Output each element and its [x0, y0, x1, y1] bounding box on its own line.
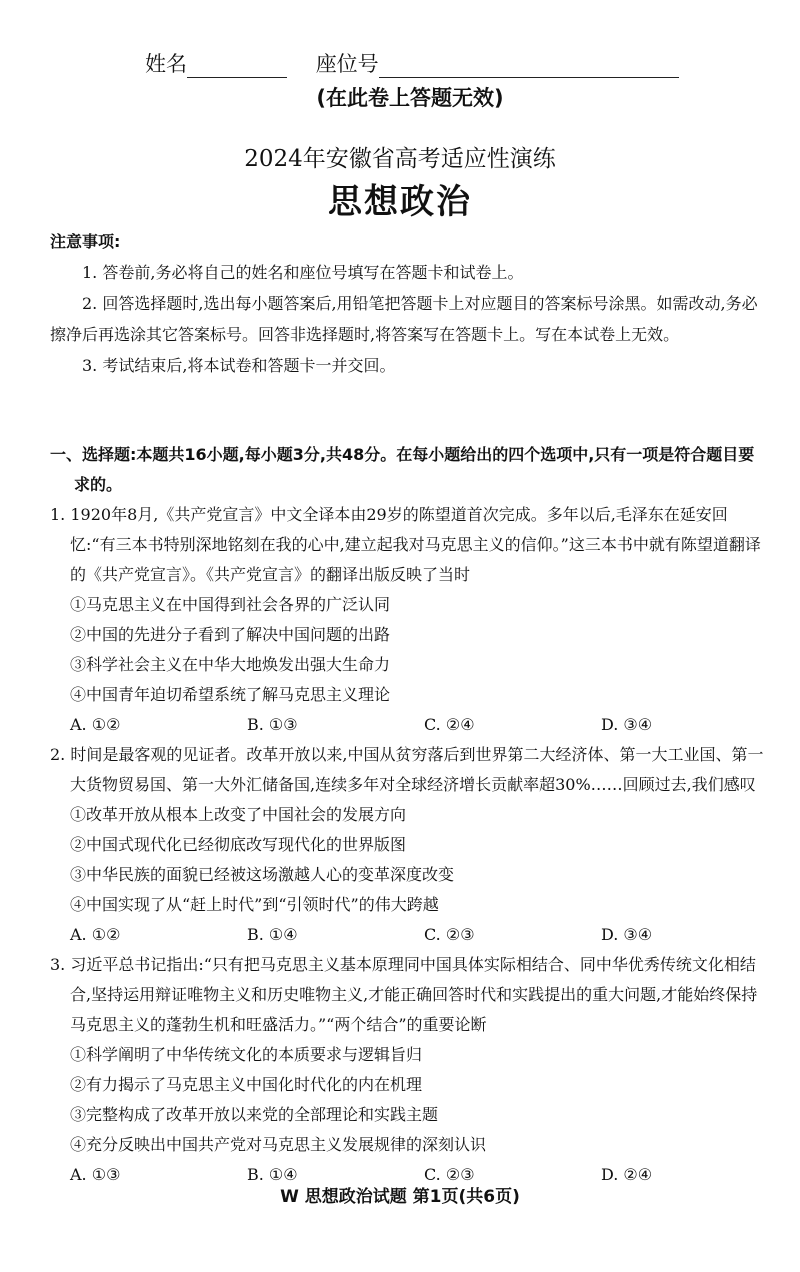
statement: ②有力揭示了马克思主义中国化时代化的内在机理: [70, 1075, 423, 1094]
statement: ④中国实现了从“赶上时代”到“引领时代”的伟大跨越: [70, 895, 439, 914]
statement: ③完整构成了改革开放以来党的全部理论和实践主题: [70, 1105, 439, 1124]
notice-item: 1. 答卷前,务必将自己的姓名和座位号填写在答题卡和试卷上。: [82, 263, 524, 282]
option-b: B. ①④: [247, 925, 298, 944]
notice-item: 2. 回答选择题时,选出每小题答案后,用铅笔把答题卡上对应题目的答案标号涂黑。如需改动,务必擦净后再选涂其它答案标号。回答非选择题时,将答案写在答题卡上。写在本试卷上无效。: [50, 294, 758, 344]
question-2: [50, 740, 770, 950]
option-a: A. ①②: [70, 715, 121, 734]
question-1: [50, 500, 770, 740]
option-d: D. ③④: [601, 925, 653, 944]
statement: ③科学社会主义在中华大地焕发出强大生命力: [70, 655, 391, 674]
answer-options: [50, 710, 770, 740]
statement: ③中华民族的面貌已经被这场激越人心的变革深度改变: [70, 865, 455, 884]
statement: ②中国式现代化已经彻底改写现代化的世界版图: [70, 835, 407, 854]
option-d: D. ②④: [601, 1165, 653, 1184]
exam-title: 2024年安徽省高考适应性演练: [244, 146, 556, 172]
statement: ④中国青年迫切希望系统了解马克思主义理论: [70, 685, 391, 704]
subject-title: 思想政治: [328, 182, 472, 222]
option-c: C. ②③: [424, 925, 475, 944]
option-c: C. ②③: [424, 1165, 475, 1184]
candidate-fields: [145, 48, 679, 78]
notice-title: 注意事项:: [50, 232, 121, 251]
statement: ④充分反映出中国共产党对马克思主义发展规律的深刻认识: [70, 1135, 487, 1154]
option-a: A. ①③: [70, 1165, 121, 1184]
statement: ①马克思主义在中国得到社会各界的广泛认同: [70, 595, 391, 614]
option-c: C. ②④: [424, 715, 475, 734]
option-d: D. ③④: [601, 715, 653, 734]
question-stem: 2. 时间是最客观的见证者。改革开放以来,中国从贫穷落后到世界第二大经济体、第一大工业国、第一大货物贸易国、第一大外汇储备国,连续多年对全球经济增长贡献率超30%……回顾过去,我们感叹: [50, 745, 764, 794]
option-b: B. ①④: [247, 1165, 298, 1184]
answer-options: [50, 920, 770, 950]
multiple-choice-section: [50, 440, 770, 1190]
statement: ②中国的先进分子看到了解决中国问题的出路: [70, 625, 391, 644]
page-footer: W 思想政治试题 第1页(共6页): [280, 1187, 520, 1207]
question-stem: 3. 习近平总书记指出:“只有把马克思主义基本原理同中国具体实际相结合、同中华优秀传统文化相结合,坚持运用辩证唯物主义和历史唯物主义,才能正确回答时代和实践提出的重大问题,才能始终保持马克思主义的蓬勃生机和旺盛活力。”“两个结合”的重要论断: [50, 955, 758, 1034]
seat-label: 座位号: [315, 52, 379, 76]
notice-item: 3. 考试结束后,将本试卷和答题卡一并交回。: [82, 356, 396, 375]
question-3: [50, 950, 770, 1190]
name-label: 姓名: [145, 52, 187, 76]
section-heading: 一、选择题:本题共16小题,每小题3分,共48分。在每小题给出的四个选项中,只有一项是符合题目要求的。: [50, 445, 755, 494]
option-a: A. ①②: [70, 925, 121, 944]
seat-blank: [379, 57, 679, 78]
statement: ①改革开放从根本上改变了中国社会的发展方向: [70, 805, 407, 824]
option-b: B. ①③: [247, 715, 298, 734]
name-blank: [187, 57, 287, 78]
question-stem: 1. 1920年8月,《共产党宣言》中文全译本由29岁的陈望道首次完成。多年以后,毛泽东在延安回忆:“有三本书特别深地铭刻在我的心中,建立起我对马克思主义的信仰。”这三本书中就有陈望道翻译的《共产党宣言》。《共产党宣言》的翻译出版反映了当时: [50, 505, 761, 584]
notice-block: [50, 226, 770, 381]
invalid-note: (在此卷上答题无效): [316, 86, 504, 110]
statement: ①科学阐明了中华传统文化的本质要求与逻辑旨归: [70, 1045, 423, 1064]
